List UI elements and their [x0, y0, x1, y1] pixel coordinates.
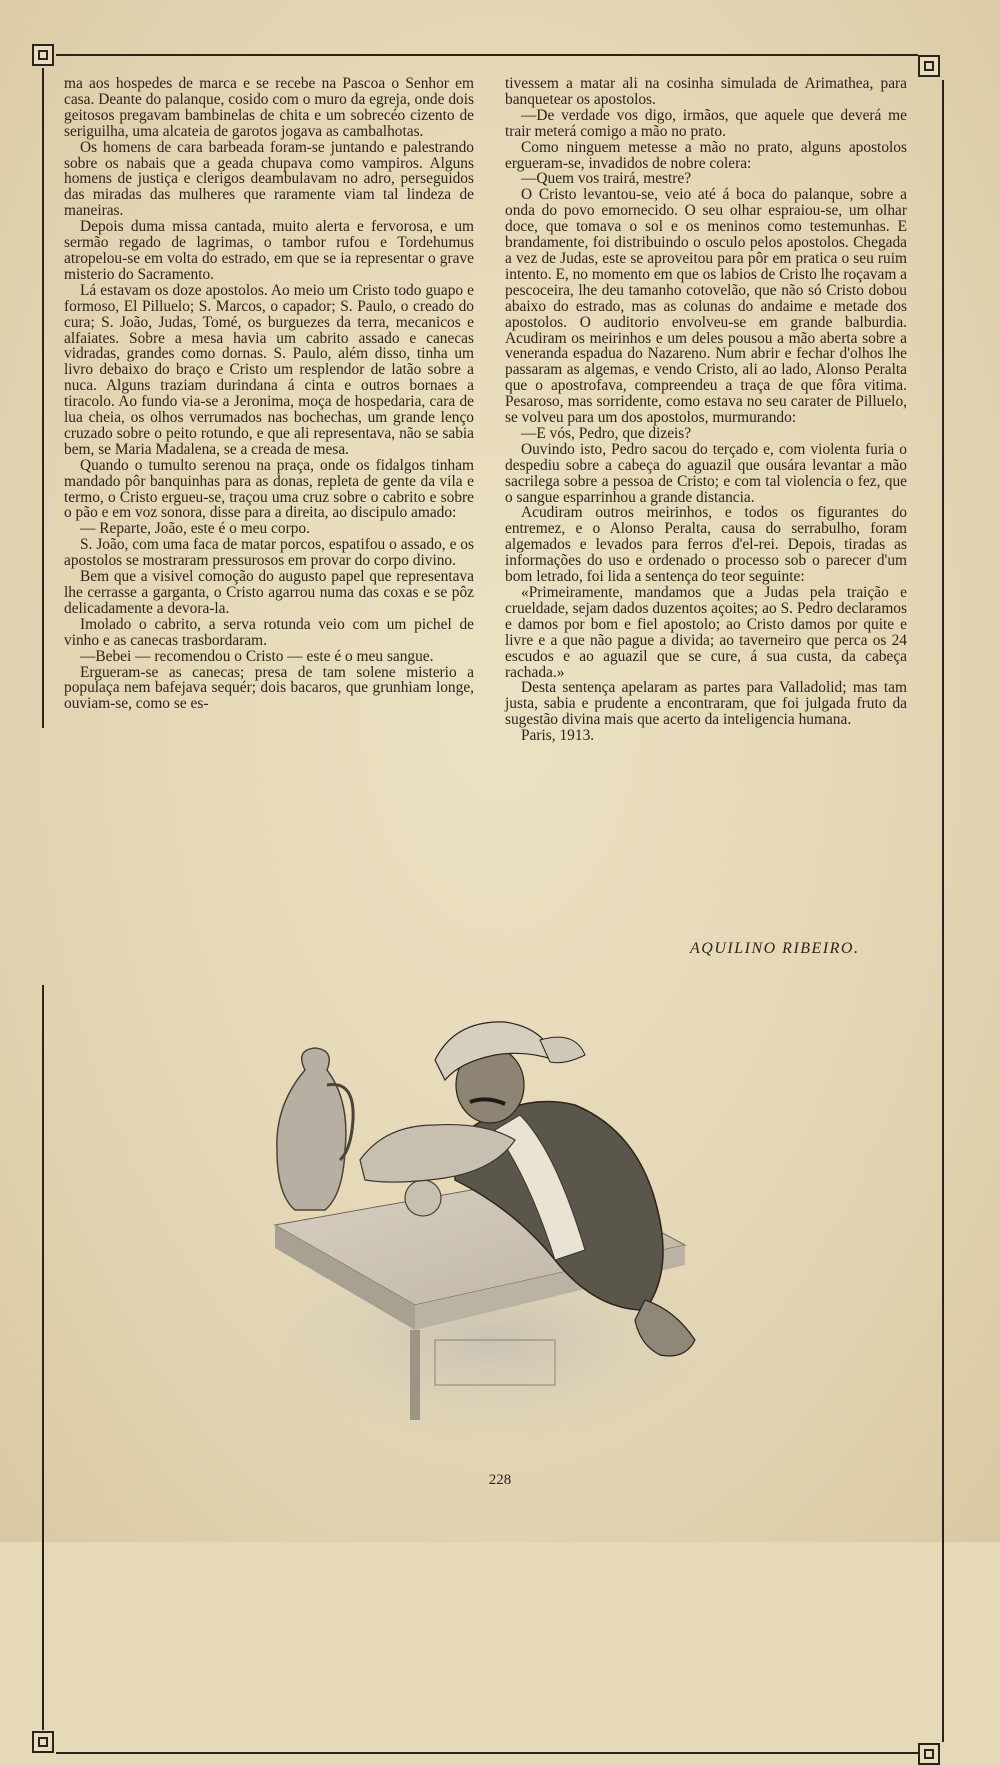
paragraph: Como ninguem metesse a mão no prato, alguns apostolos ergueram-se, invadidos de nobre colera:	[505, 138, 907, 172]
dialogue-line: —E vós, Pedro, que dizeis?	[521, 424, 692, 442]
dialogue-line: —De verdade vos digo, irmãos, que aquele que deverá me trair meterá comigo a mão no prato.	[505, 106, 907, 140]
paragraph: Acudiram outros meirinhos, e todos os figurantes do entremez, e o Alonso Peralta, causa do serrabulho, foram algemados e levados para ferros d'el-rei. Depois, tiradas as informações do uso e ordenado o processo sob o parecer d'um bom letrado, foi lida a sentença do teor seguinte:	[505, 504, 907, 586]
paragraph: S. João, com uma faca de matar porcos, espatifou o assado, e os apostolos se mostraram pressurosos em provar do corpo divino.	[64, 536, 474, 570]
frame-rule-left-lower	[42, 985, 44, 1730]
fruit-icon	[405, 1180, 441, 1216]
illustration-sleeping-man-at-table	[255, 1010, 725, 1450]
paragraph: ma aos hospedes de marca e se recebe na Pascoa o Senhor em casa. Deante do palanque, cosido com o muro da egreja, onde dois geitosos pregavam bambinelas de chita e um sobrecéo cizento de seriguilha, uma alcateia de garotos jogava as cambalhotas.	[64, 75, 474, 140]
frame-rule-left	[42, 68, 44, 728]
paragraph: Lá estavam os doze apostolos. Ao meio um Cristo todo guapo e formoso, El Pilluelo; S. Marcos, o capador; S. Paulo, o creado do cura; S. João, Judas, Tomé, os burguezes da terra, mecanicos e alfaiates. Sobre a mesa havia um cabrito assado e canecas vidradas, grandes como dornas. S. Paulo, além disso, tinha um livro debaixo do braço e Cristo um resplendor de latão sobre a nuca. Alguns traziam durindana á cinta e outros bornaes a tiracolo. Ao fundo via-se a Jeronima, moça de hospedaria, cara de lua cheia, os olhos verrumados nas bochechas, um grande lenço cruzado sobre o peito rotundo, e que ali representava, não se sabia bem, se Maria Madalena, se a creada de mesa.	[64, 281, 474, 458]
dialogue-line: —Quem vos trairá, mestre?	[521, 170, 692, 188]
article-right-column	[505, 76, 907, 744]
frame-rule-right	[942, 80, 944, 1742]
frame-corner-ornament-icon	[918, 55, 940, 77]
paragraph: Desta sentença apelaram as partes para Valladolid; mas tam justa, sabia e prudente a encontraram, que foi julgada fruto da sugestão divina mais que acerto da inteligencia humana.	[505, 679, 907, 729]
paragraph: Os homens de cara barbeada foram-se juntando e palestrando sobre os nabais que a geada chupava como vampiros. Alguns homens de justiça e clerigos deambulavam no adro, perseguidos das miradas das mulheres que raramente viam tal lindeza de maneiras.	[64, 138, 474, 220]
frame-corner-ornament-icon	[32, 44, 54, 66]
dateline: Paris, 1913.	[521, 727, 595, 745]
paragraph: Quando o tumulto serenou na praça, onde os fidalgos tinham mandado pôr banquinhas para as donas, repleta de gente da vila e termo, o Cristo ergueu-se, traçou uma cruz sobre o cabrito e sobre o pão e em voz sonora, disse para a direita, ao discipulo amado:	[64, 456, 474, 522]
paragraph: O Cristo levantou-se, veio até á boca do palanque, sobre a onda do povo emornecido. O seu olhar espraiou-se, um olhar doce, que tomava o sol e os meninos como testemunhas. E brandamente, foi distribuindo o osculo pelos apostolos. Chegada a vez de Judas, este se aproveitou para pôr em pratica o seu ruim intento. E, no momento em que os labios de Cristo lhe roçavam a pescoceira, lhe deu tamanho cotovelão, que não só Cristo dobou abaixo do estrado, mas as colunas do andaime e metade dos apostolos. O auditorio envolveu-se em grande balburdia. Acudiram os meirinhos e um deles pousou a mão aberta sobre a veneranda espadua do Nazareno. Num abrir e fechar d'olhos lhe passaram as algemas, e vendo Cristo, ali ao lado, Alonso Peralta que o apostrofava, compreendeu a traça de que fôra vitima. Pesaroso, mas sorridente, como estava no seu carater de Pilluelo, se volveu para um dos apostolos, murmurando:	[505, 186, 907, 427]
page-number: 228	[488, 1472, 512, 1488]
table-leg	[410, 1330, 420, 1420]
paragraph: Depois duma missa cantada, muito alerta e fervorosa, e um sermão regado de lagrimas, o tambor rufou e Tordehumus atropelou-se em volta do estrado, em que se ia representar o grave misterio do Sacramento.	[64, 218, 474, 283]
frame-corner-ornament-icon	[32, 1731, 54, 1753]
frame-rule-top	[56, 54, 918, 56]
dialogue-line: —Bebei — recomendou o Cristo — este é o meu sangue.	[80, 647, 434, 665]
paragraph: Ouvindo isto, Pedro sacou do terçado e, com violenta furia o despediu sobre a cabeça do aguazil que ousára levantar a mão sacrilega sobre a pessoa de Cristo; e com tal violencia o fez, que o sangue esparrinhou a grande distancia.	[505, 440, 907, 506]
frame-corner-ornament-icon	[918, 1743, 940, 1765]
paragraph: Imolado o cabrito, a serva rotunda veio com um pichel de vinho e as canecas trasbordaram.	[64, 615, 474, 649]
frame-rule-bottom	[56, 1752, 918, 1754]
author-signature: AQUILINO RIBEIRO.	[690, 940, 860, 957]
paragraph: tivessem a matar ali na cosinha simulada de Arimathea, para banquetear os apostolos.	[505, 75, 907, 108]
jug-icon	[277, 1048, 346, 1210]
dialogue-line: — Reparte, João, este é o meu corpo.	[80, 520, 310, 538]
man-headscarf-knot	[540, 1037, 585, 1063]
sentence-quote: «Primeiramente, mandamos que a Judas pela traição e crueldade, sejam dados duzentos açoites; ao S. Pedro declaramos e damos por bom e fiel apostolo; ao Cristo damos por quite e livre e a que não pague a divida; ao taverneiro que perca os 24 escudos e ao aguazil que se cure, á sua custa, da cabeça rachada.»	[505, 584, 907, 681]
paragraph: Ergueram-se as canecas; presa de tam solene misterio a populaça nem bafejava sequér; dois bacaros, que grunhiam longe, ouviam-se, como se es-	[64, 663, 474, 713]
article-left-column	[64, 76, 474, 712]
paragraph: Bem que a visivel comoção do augusto papel que representava lhe cerrasse a garganta, o Cristo agarrou numa das coxas e se pôz delicadamente a devora-la.	[64, 568, 474, 617]
